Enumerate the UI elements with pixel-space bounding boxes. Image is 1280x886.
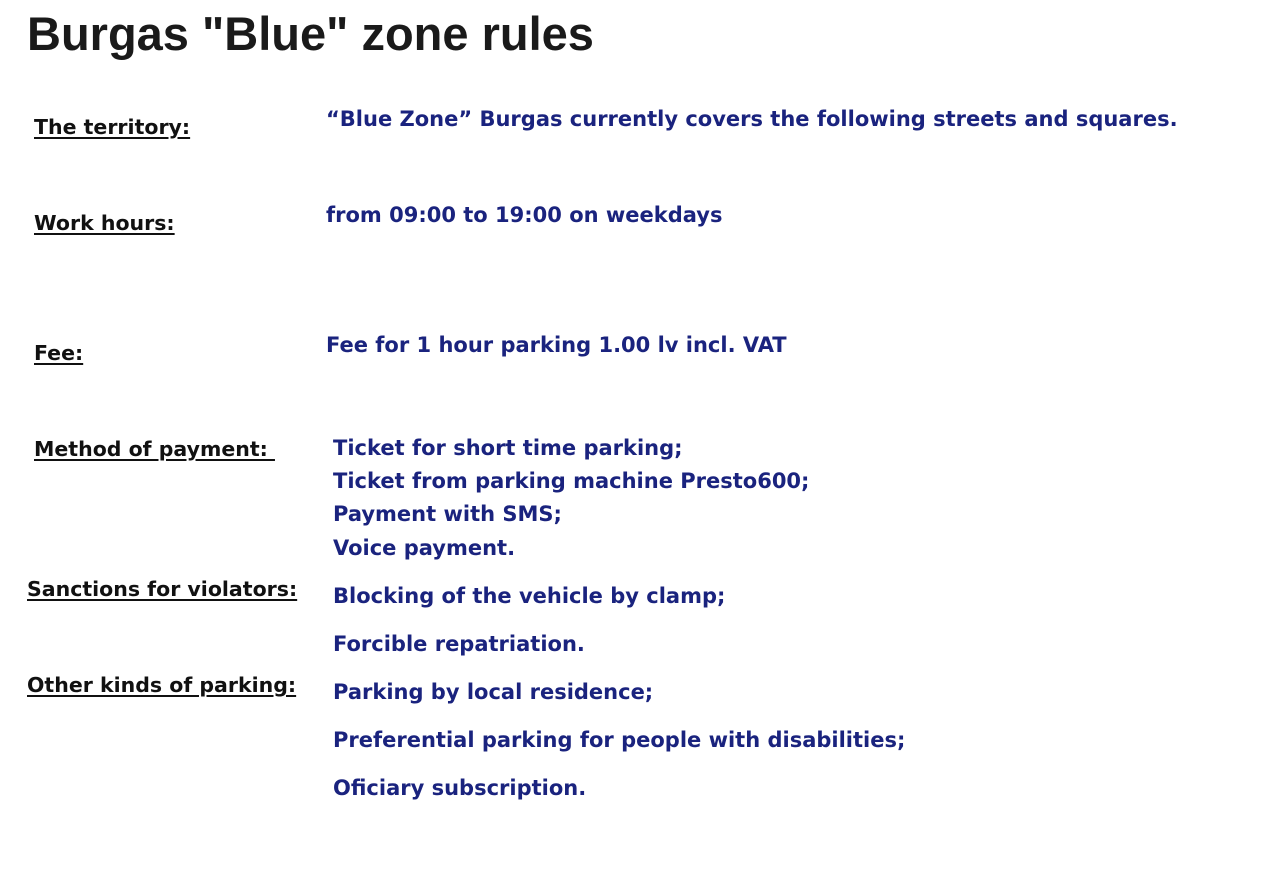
other-parking-item: Parking by local residence; [333,680,654,704]
fee-value: Fee for 1 hour parking 1.00 lv incl. VAT [326,333,787,357]
payment-item: Payment with SMS; [333,502,562,526]
payment-item: Ticket from parking machine Presto600; [333,469,810,493]
sanction-item: Blocking of the vehicle by clamp; [333,584,726,608]
payment-item: Voice payment. [333,536,516,560]
sanctions-label: Sanctions for violators: [27,577,298,601]
territory-value: “Blue Zone” Burgas currently covers the following streets and squares. [326,107,1178,131]
other-parking-label: Other kinds of parking: [27,673,297,697]
work-hours-label: Work hours: [34,211,175,235]
sanction-item: Forcible repatriation. [333,632,585,656]
territory-label: The territory: [34,115,191,139]
fee-label: Fee: [34,341,84,365]
other-parking-item: Oficiary subscription. [333,776,587,800]
payment-label: Method of payment: [34,437,275,461]
other-parking-item: Preferential parking for people with disabilities; [333,728,906,752]
payment-item: Ticket for short time parking; [333,436,683,460]
page-title: Burgas "Blue" zone rules [27,7,594,60]
work-hours-value: from 09:00 to 19:00 on weekdays [326,203,723,227]
